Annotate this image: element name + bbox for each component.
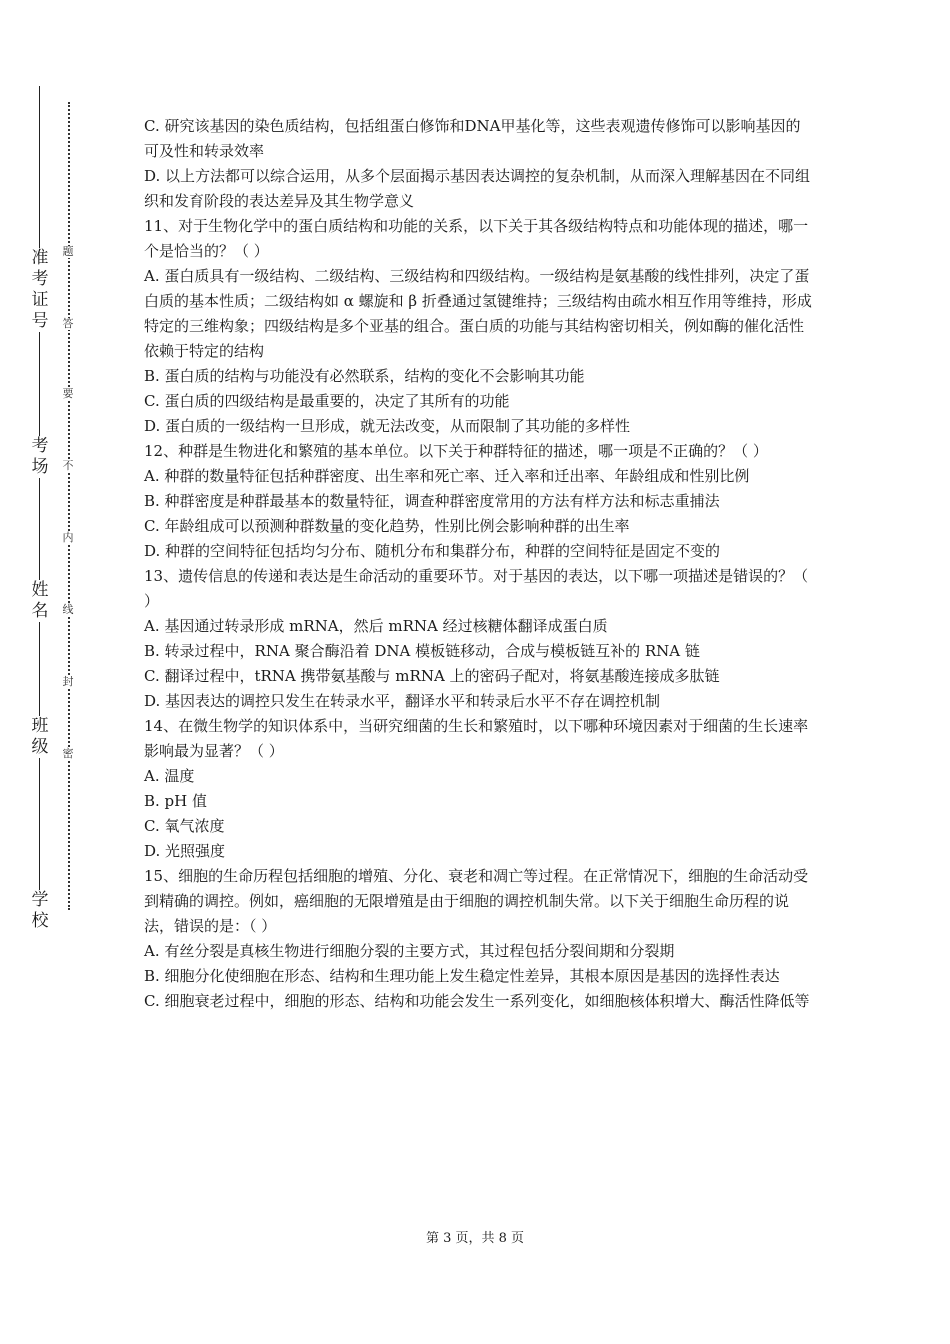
question-stem: 14、在微生物学的知识体系中，当研究细菌的生长和繁殖时，以下哪种环境因素对于细菌的生长速率影响最为显著？（ ） bbox=[144, 717, 809, 760]
question-14 bbox=[144, 714, 812, 864]
page-number: 第 3 页，共 8 页 bbox=[425, 1231, 525, 1246]
exam-number-label: 准考证号 bbox=[31, 248, 49, 331]
option-a: A. 种群的数量特征包括种群密度、出生率和死亡率、迁入率和迁出率、年龄组成和性别比例 bbox=[144, 467, 750, 485]
seal-char: 内 bbox=[62, 531, 74, 544]
exam-room-label: 考场 bbox=[31, 436, 49, 477]
question-10-continued bbox=[144, 114, 812, 214]
name-label: 姓名 bbox=[31, 580, 49, 621]
seal-char: 线 bbox=[62, 603, 74, 616]
seal-char: 封 bbox=[62, 675, 74, 688]
question-15 bbox=[144, 864, 812, 1014]
option-c: C. 蛋白质的四级结构是最重要的，决定了其所有的功能 bbox=[144, 392, 510, 410]
seal-char: 答 bbox=[62, 317, 74, 330]
seal-char: 要 bbox=[62, 387, 74, 400]
option-a: A. 蛋白质具有一级结构、二级结构、三级结构和四级结构。一级结构是氨基酸的线性排列，决定了蛋白质的基本性质；二级结构如 α 螺旋和 β 折叠通过氢键维持；三级结构由疏水相互作用等维持，形成特定的三维构象；四级结构是多个亚基的组合。蛋白质的功能与其结构密切相关，例如酶的催化活性依赖于特定的结构 bbox=[144, 267, 812, 360]
option-b: B. 细胞分化使细胞在形态、结构和生理功能上发生稳定性差异，其根本原因是基因的选择性表达 bbox=[144, 967, 780, 985]
option-c: C. 氧气浓度 bbox=[144, 817, 225, 835]
option-c: C. 翻译过程中，tRNA 携带氨基酸与 mRNA 上的密码子配对，将氨基酸连接成多肽链 bbox=[144, 667, 720, 685]
option-d: D. 蛋白质的一级结构一旦形成，就无法改变，从而限制了其功能的多样性 bbox=[144, 417, 631, 435]
option-a: A. 基因通过转录形成 mRNA，然后 mRNA 经过核糖体翻译成蛋白质 bbox=[144, 617, 608, 635]
question-12 bbox=[144, 439, 812, 564]
option-c: C. 研究该基因的染色质结构，包括组蛋白修饰和DNA甲基化等，这些表观遗传修饰可以影响基因的可及性和转录效率 bbox=[144, 117, 801, 160]
option-c: C. 细胞衰老过程中，细胞的形态、结构和功能会发生一系列变化，如细胞核体积增大、酶活性降低等 bbox=[144, 992, 810, 1010]
question-stem: 15、细胞的生命历程包括细胞的增殖、分化、衰老和凋亡等过程。在正常情况下，细胞的生命活动受到精确的调控。例如，癌细胞的无限增殖是由于细胞的调控机制失常。以下关于细胞生命历程的说法，错误的是：（ ） bbox=[144, 867, 809, 935]
option-b: B. 蛋白质的结构与功能没有必然联系，结构的变化不会影响其功能 bbox=[144, 367, 585, 385]
question-stem: 11、对于生物化学中的蛋白质结构和功能的关系，以下关于其各级结构特点和功能体现的描述，哪一个是恰当的？（ ） bbox=[144, 217, 809, 260]
page-footer bbox=[0, 1230, 950, 1248]
option-d: D. 种群的空间特征包括均匀分布、随机分布和集群分布，种群的空间特征是固定不变的 bbox=[144, 542, 721, 560]
question-11 bbox=[144, 214, 812, 439]
option-d: D. 基因表达的调控只发生在转录水平，翻译水平和转录后水平不存在调控机制 bbox=[144, 692, 661, 710]
question-stem: 13、遗传信息的传递和表达是生命活动的重要环节。对于基因的表达，以下哪一项描述是错误的？（ ） bbox=[144, 567, 809, 610]
question-stem: 12、种群是生物进化和繁殖的基本单位。以下关于种群特征的描述，哪一项是不正确的？（ ） bbox=[144, 442, 768, 460]
option-a: A. 温度 bbox=[144, 767, 195, 785]
option-b: B. 转录过程中，RNA 聚合酶沿着 DNA 模板链移动，合成与模板链互补的 RNA 链 bbox=[144, 642, 700, 660]
seal-char: 题 bbox=[62, 245, 74, 258]
option-d: D. 以上方法都可以综合运用，从多个层面揭示基因表达调控的复杂机制，从而深入理解基因在不同组织和发育阶段的表达差异及其生物学意义 bbox=[144, 167, 811, 210]
question-list bbox=[144, 114, 812, 1014]
school-label: 学校 bbox=[31, 890, 49, 931]
question-13 bbox=[144, 564, 812, 714]
seal-char: 密 bbox=[62, 747, 74, 760]
option-c: C. 年龄组成可以预测种群数量的变化趋势，性别比例会影响种群的出生率 bbox=[144, 517, 630, 535]
class-label: 班级 bbox=[31, 716, 49, 757]
seal-dotted-line bbox=[68, 102, 70, 910]
seal-char: 不 bbox=[62, 459, 74, 472]
binding-line bbox=[39, 86, 40, 930]
option-d: D. 光照强度 bbox=[144, 842, 226, 860]
option-b: B. 种群密度是种群最基本的数量特征，调查种群密度常用的方法有样方法和标志重捕法 bbox=[144, 492, 720, 510]
option-b: B. pH 值 bbox=[144, 792, 208, 810]
option-a: A. 有丝分裂是真核生物进行细胞分裂的主要方式，其过程包括分裂间期和分裂期 bbox=[144, 942, 675, 960]
